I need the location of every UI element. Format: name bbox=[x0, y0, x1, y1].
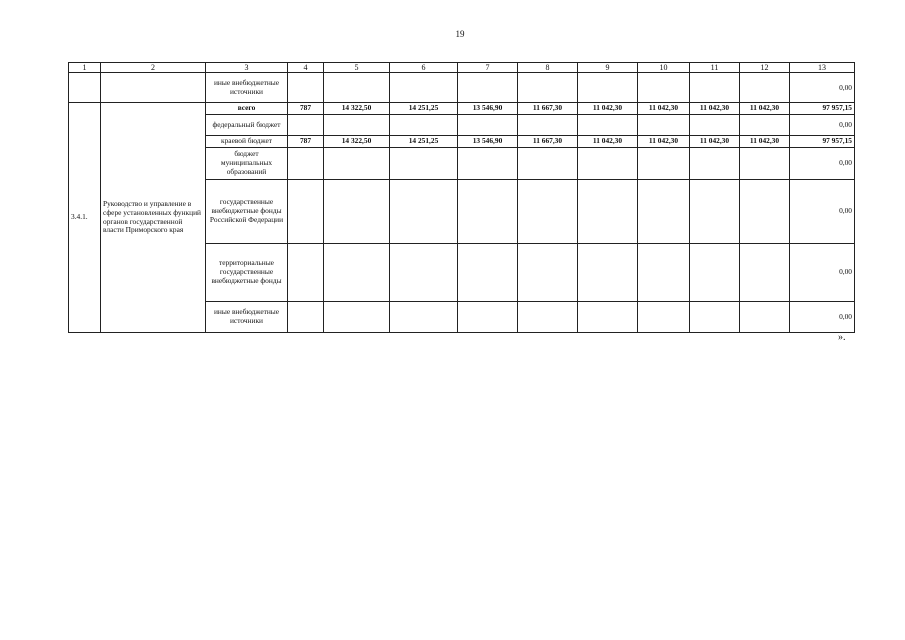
total-cell: 0,00 bbox=[790, 243, 855, 301]
cell bbox=[578, 243, 638, 301]
value-cell: 11 042,30 bbox=[690, 136, 740, 148]
cell bbox=[518, 73, 578, 103]
value-cell: 11 042,30 bbox=[578, 136, 638, 148]
total-cell: 0,00 bbox=[790, 115, 855, 136]
header-cell: 8 bbox=[518, 63, 578, 73]
total-cell: 97 957,15 bbox=[790, 136, 855, 148]
total-cell: 0,00 bbox=[790, 73, 855, 103]
cell bbox=[518, 115, 578, 136]
cell bbox=[324, 179, 390, 243]
header-cell: 6 bbox=[390, 63, 458, 73]
cell bbox=[690, 301, 740, 332]
cell bbox=[690, 73, 740, 103]
source-label: всего bbox=[206, 103, 288, 115]
funding-table bbox=[68, 62, 855, 333]
total-cell: 0,00 bbox=[790, 147, 855, 179]
value-cell: 11 042,30 bbox=[740, 136, 790, 148]
cell bbox=[324, 73, 390, 103]
value-cell: 14 251,25 bbox=[390, 136, 458, 148]
value-cell: 11 042,30 bbox=[740, 103, 790, 115]
cell bbox=[740, 73, 790, 103]
cell bbox=[390, 115, 458, 136]
value-cell: 11 042,30 bbox=[638, 103, 690, 115]
source-label: государственные внебюджетные фонды Российской Федерации bbox=[206, 179, 288, 243]
cell bbox=[578, 301, 638, 332]
value-cell: 787 bbox=[288, 103, 324, 115]
header-cell: 1 bbox=[69, 63, 101, 73]
value-cell: 11 667,30 bbox=[518, 103, 578, 115]
cell bbox=[518, 179, 578, 243]
source-label: иные внебюджетные источники bbox=[206, 301, 288, 332]
source-label: федеральный бюджет bbox=[206, 115, 288, 136]
header-cell: 2 bbox=[101, 63, 206, 73]
cell bbox=[740, 115, 790, 136]
cell bbox=[288, 147, 324, 179]
header-cell: 5 bbox=[324, 63, 390, 73]
cell bbox=[740, 243, 790, 301]
value-cell: 13 546,90 bbox=[458, 136, 518, 148]
section-code: 3.4.1. bbox=[69, 103, 101, 332]
page-number: 19 bbox=[455, 29, 465, 39]
header-row bbox=[69, 63, 855, 73]
cell bbox=[458, 147, 518, 179]
table-row bbox=[69, 103, 855, 115]
value-cell: 11 042,30 bbox=[690, 103, 740, 115]
header-cell: 7 bbox=[458, 63, 518, 73]
header-cell: 10 bbox=[638, 63, 690, 73]
cell bbox=[740, 301, 790, 332]
cell bbox=[690, 243, 740, 301]
code-cell bbox=[69, 73, 101, 103]
cell bbox=[740, 179, 790, 243]
cell bbox=[390, 179, 458, 243]
cell bbox=[458, 179, 518, 243]
value-cell: 787 bbox=[288, 136, 324, 148]
cell bbox=[638, 147, 690, 179]
cell bbox=[390, 147, 458, 179]
cell bbox=[518, 147, 578, 179]
total-cell: 97 957,15 bbox=[790, 103, 855, 115]
cell bbox=[458, 115, 518, 136]
header-cell: 4 bbox=[288, 63, 324, 73]
total-cell: 0,00 bbox=[790, 179, 855, 243]
cell bbox=[324, 147, 390, 179]
cell bbox=[288, 115, 324, 136]
cell bbox=[638, 301, 690, 332]
cell bbox=[638, 115, 690, 136]
cell bbox=[578, 179, 638, 243]
cell bbox=[458, 73, 518, 103]
cell bbox=[324, 115, 390, 136]
cell bbox=[390, 301, 458, 332]
value-cell: 11 042,30 bbox=[578, 103, 638, 115]
value-cell: 11 042,30 bbox=[638, 136, 690, 148]
header-cell: 12 bbox=[740, 63, 790, 73]
cell bbox=[638, 243, 690, 301]
cell bbox=[578, 73, 638, 103]
total-cell: 0,00 bbox=[790, 301, 855, 332]
cell bbox=[458, 301, 518, 332]
name-cell bbox=[101, 73, 206, 103]
cell bbox=[518, 243, 578, 301]
header-cell: 9 bbox=[578, 63, 638, 73]
value-cell: 13 546,90 bbox=[458, 103, 518, 115]
cell bbox=[288, 301, 324, 332]
value-cell: 14 322,50 bbox=[324, 103, 390, 115]
table-row bbox=[69, 73, 855, 103]
cell bbox=[638, 179, 690, 243]
cell bbox=[390, 73, 458, 103]
cell bbox=[288, 73, 324, 103]
value-cell: 14 251,25 bbox=[390, 103, 458, 115]
cell bbox=[638, 73, 690, 103]
cell bbox=[324, 301, 390, 332]
cell bbox=[390, 243, 458, 301]
cell bbox=[690, 147, 740, 179]
source-label: бюджет муниципальных образований bbox=[206, 147, 288, 179]
value-cell: 14 322,50 bbox=[324, 136, 390, 148]
section-name: Руководство и управление в сфере установленных функций органов государственной власти Приморского края bbox=[101, 103, 206, 332]
cell bbox=[518, 301, 578, 332]
header-cell: 11 bbox=[690, 63, 740, 73]
cell bbox=[690, 179, 740, 243]
source-label: территориальные государственные внебюджетные фонды bbox=[206, 243, 288, 301]
cell bbox=[578, 147, 638, 179]
cell bbox=[288, 243, 324, 301]
cell bbox=[690, 115, 740, 136]
cell bbox=[740, 147, 790, 179]
cell bbox=[578, 115, 638, 136]
value-cell: 11 667,30 bbox=[518, 136, 578, 148]
header-cell: 3 bbox=[206, 63, 288, 73]
cell bbox=[324, 243, 390, 301]
closing-quote-mark: ». bbox=[838, 332, 846, 343]
cell bbox=[458, 243, 518, 301]
source-label: иные внебюджетные источники bbox=[206, 73, 288, 103]
header-cell: 13 bbox=[790, 63, 855, 73]
cell bbox=[288, 179, 324, 243]
source-label: краевой бюджет bbox=[206, 136, 288, 148]
